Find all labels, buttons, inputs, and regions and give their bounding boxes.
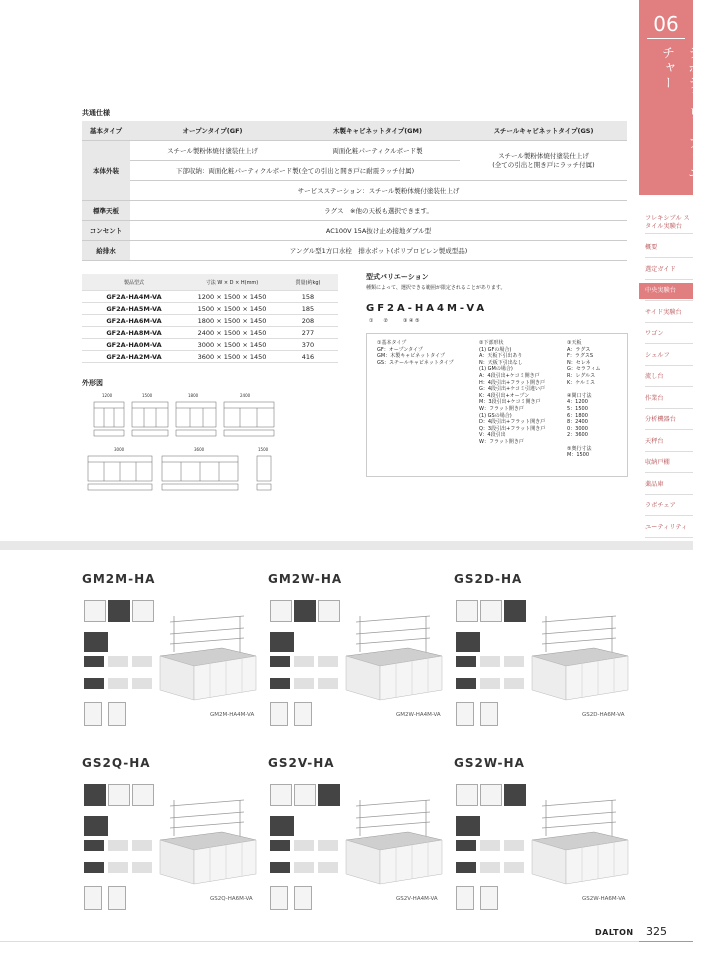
outline-dim-label: 3000 [114,447,125,452]
chapter-tab [639,0,700,195]
variation-line: W：フラット開き戸 [479,438,524,445]
nav-divider [645,343,693,344]
cabinet-icon [84,886,102,910]
variation-line: K：4段引出+オープン [479,392,530,399]
top-shape-icon[interactable] [270,632,294,652]
variation-line: R：レグルス [567,372,596,379]
product-caption: GM2M-HA4M-VA [210,712,255,718]
type-icon[interactable] [480,600,502,622]
spec-header-cell: オープンタイプ(GF) [130,121,295,141]
option-chip[interactable] [318,862,338,873]
option-chip[interactable] [270,678,290,689]
spec-row [82,201,627,221]
nav-divider [645,494,693,495]
spec-cell: アングル型1方口水栓 排水ポット(ポリプロピレン製成型品) [130,241,627,261]
top-shape-icon[interactable] [84,816,108,836]
product-caption: GS2V-HA4M-VA [396,896,438,902]
nav-item[interactable]: ユーティリティ [645,523,688,531]
variation-line: ③天板 [567,340,582,346]
option-chip[interactable] [270,840,290,851]
outline-dim-label: 1500 [142,393,153,398]
model-header-cell: 寸法 W × D × H(mm) [186,274,278,291]
cabinet-icon [456,886,474,910]
option-chip[interactable] [294,862,314,873]
nav-divider [645,257,693,258]
variation-col-top [567,340,600,459]
nav-divider [645,537,693,538]
variation-line: D：4段引出+フラット開き戸 [479,419,546,426]
outline-dim-label: 1200 [102,393,113,398]
outline-dim-label: 1800 [188,393,199,398]
spec-label: 本体外装 [82,141,130,201]
model-model: GF2A-HA8M-VA [82,327,186,339]
option-chip[interactable] [108,862,128,873]
product-title: GS2W-HA [454,756,525,770]
variation-line: 2：3600 [567,432,588,439]
spec-cell: スチール製粉体焼付塗装仕上げ (全ての引出と開き戸にラッチ付属) [460,141,627,181]
spec-title: 共通仕様 [82,109,110,117]
type-icon[interactable] [480,784,502,806]
spec-row [82,181,627,201]
variation-line: G：セラフィム [567,366,601,373]
option-chip[interactable] [294,840,314,851]
variation-line: ②下部形状 [479,340,504,346]
variation-line: GM：木製キャビネットタイプ [377,353,445,360]
variation-markers: ① ② ③ ④ ⑤ [369,318,420,324]
option-chip[interactable] [480,656,500,667]
option-chip[interactable] [504,678,524,689]
page-number: 325 [646,925,667,938]
model-weight: 277 [278,327,338,339]
nav-divider [645,515,693,516]
spec-header-row [82,121,627,141]
product-caption: GS2W-HA6M-VA [582,896,626,902]
nav-item[interactable]: 概要 [645,244,658,251]
nav-divider [645,472,693,473]
type-icon[interactable] [294,784,316,806]
variation-line: A：ラグス [567,346,591,353]
model-table [82,274,338,363]
model-model: GF2A-HA2M-VA [82,351,186,363]
bench-illustration [346,612,442,712]
bench-illustration [346,796,442,896]
variation-line: G：4段引出+ケコミ引違い戸 [479,386,546,393]
option-chip[interactable] [294,656,314,667]
cabinet-icon [108,702,126,726]
nav-item[interactable]: 天秤台 [645,437,664,445]
cabinet-icon [108,886,126,910]
option-chip[interactable] [456,656,476,667]
option-chip[interactable] [108,840,128,851]
variation-line [567,439,600,446]
model-model: GF2A-HA6M-VA [82,315,186,327]
option-chip[interactable] [108,656,128,667]
product-title: GM2M-HA [82,572,156,586]
model-row [82,327,338,339]
spec-cell: 下部収納：両面化粧パーティクルボード製(全ての引出と開き戸に耐震ラッチ付属) [130,161,460,181]
option-chip[interactable] [456,862,476,873]
cabinet-icon [84,702,102,726]
model-model: GF2A-HA4M-VA [82,291,186,303]
variation-line: (1) GFの場合) [479,346,512,353]
spec-label: コンセント [82,221,130,241]
option-chip[interactable] [84,656,104,667]
model-model: GF2A-HA5M-VA [82,303,186,315]
variation-line: N：天板下引出なし [479,359,523,366]
model-weight: 208 [278,315,338,327]
spec-cell: サービスステーション：スチール製粉体焼付塗装仕上げ [130,181,627,201]
variation-line: (1) GSの場合) [479,412,512,419]
variation-line: K：ケルミス [567,379,596,386]
variation-col-type [377,340,454,366]
option-chip[interactable] [270,862,290,873]
model-size: 3600 × 1500 × 1450 [186,351,278,363]
option-chip[interactable] [132,862,152,873]
product-caption: GS2D-HA6M-VA [582,712,625,718]
option-chip[interactable] [132,656,152,667]
outline-dim-label: 2400 [240,393,251,398]
model-model: GF2A-HA0M-VA [82,339,186,351]
option-chip[interactable] [84,840,104,851]
variation-line: (1) GMの場合) [479,366,513,373]
option-chip[interactable] [318,678,338,689]
model-row [82,315,338,327]
model-size: 1200 × 1500 × 1450 [186,291,278,303]
model-weight: 370 [278,339,338,351]
option-chip[interactable] [294,678,314,689]
option-chip[interactable] [456,678,476,689]
variation-line: H：4段引出+フラット開き戸 [479,379,546,386]
spec-label: 給排水 [82,241,130,261]
option-chip[interactable] [132,840,152,851]
spec-row [82,241,627,261]
cabinet-icon [270,886,288,910]
variation-line: M：1500 [567,452,590,459]
type-icon[interactable] [270,784,292,806]
chapter-divider [647,38,685,39]
nav-divider [645,365,693,366]
top-shape-icon[interactable] [84,632,108,652]
cabinet-icon [480,886,498,910]
model-size: 2400 × 1500 × 1450 [186,327,278,339]
model-size: 1500 × 1500 × 1450 [186,303,278,315]
spec-cell: スチール製粉体焼付塗装仕上げ [130,141,295,161]
brand-logo: DALTON [595,928,634,937]
spec-cell: ラグス ※他の天板も選択できます。 [130,201,627,221]
type-icon[interactable] [504,784,526,806]
bench-illustration [532,612,628,712]
option-chip[interactable] [504,656,524,667]
chapter-title: ラボラトリーファニチャー [659,46,700,181]
spec-label: 標準天板 [82,201,130,221]
variation-col-lower [479,340,545,446]
spec-row [82,141,627,161]
top-shape-icon[interactable] [270,816,294,836]
variation-line: W：フラット開き戸 [479,405,524,412]
nav-item[interactable]: 収納戸棚 [645,459,670,466]
option-chip[interactable] [456,840,476,851]
product-caption: GM2W-HA4M-VA [396,712,441,718]
model-header-row [82,274,338,291]
model-weight: 185 [278,303,338,315]
spec-header-cell: 木製キャビネットタイプ(GM) [295,121,460,141]
variation-line: A：4段引出+ケコミ開き戸 [479,372,540,379]
product-title: GS2D-HA [454,572,523,586]
variation-line: 8：2400 [567,419,588,426]
type-icon[interactable] [132,784,154,806]
cabinet-icon [270,702,288,726]
type-icon[interactable] [318,600,340,622]
cabinet-icon [480,702,498,726]
variation-line: 6：1800 [567,412,588,419]
model-size: 1800 × 1500 × 1450 [186,315,278,327]
type-icon[interactable] [504,600,526,622]
variation-line: F：ラグスS [567,353,594,360]
option-chip[interactable] [270,656,290,667]
option-chip[interactable] [480,862,500,873]
option-chip[interactable] [504,862,524,873]
nav-item[interactable]: 選定ガイド [645,265,676,273]
option-chip[interactable] [84,678,104,689]
variation-line: A：天板下引出あり [479,353,523,360]
option-chip[interactable] [84,862,104,873]
bench-illustration [160,796,256,896]
variation-line: 0：3000 [567,425,588,432]
variation-box [366,333,628,477]
cabinet-icon [456,702,474,726]
spec-row [82,221,627,241]
type-icon[interactable] [108,600,130,622]
model-weight: 416 [278,351,338,363]
spec-header-cell: 基本タイプ [82,121,130,141]
variation-line: ④間口寸法 [567,392,592,399]
spec-cell: AC100V 15A抜け止め接地ダブル型 [130,221,627,241]
spec-table [82,121,627,261]
variation-line: N：セレネ [567,359,591,366]
nav-item[interactable]: 薬品庫 [645,480,664,488]
outline-dim-label: 1500 [258,447,269,452]
variation-code: GF2A-HA4M-VA [366,303,488,314]
nav-divider [645,300,693,301]
type-icon[interactable] [270,600,292,622]
product-caption: GS2Q-HA6M-VA [210,896,253,902]
model-row [82,339,338,351]
variation-line: V：4段引出 [479,432,506,439]
option-chip[interactable] [480,678,500,689]
type-icon[interactable] [108,784,130,806]
nav-divider [645,386,693,387]
option-chip[interactable] [318,656,338,667]
variation-line: 4：1200 [567,399,588,406]
nav-item[interactable]: 中央実験台 [639,283,693,299]
section-band [0,541,693,550]
nav-item[interactable]: シェルフ [645,351,670,359]
cabinet-icon [294,702,312,726]
outline-dim-label: 3600 [194,447,205,452]
type-icon[interactable] [318,784,340,806]
variation-line: Q：3段引出+フラット開き戸 [479,425,546,432]
nav-item[interactable]: サイド実験台 [645,308,682,316]
nav-divider [645,451,693,452]
option-chip[interactable] [132,678,152,689]
product-title: GS2V-HA [268,756,335,770]
model-size: 3000 × 1500 × 1450 [186,339,278,351]
nav-item[interactable]: ラボチェア [645,502,676,509]
option-chip[interactable] [108,678,128,689]
option-chip[interactable] [318,840,338,851]
model-row [82,303,338,315]
nav-divider [645,279,693,280]
nav-divider [645,322,693,323]
nav-divider [645,233,693,234]
nav-divider [645,429,693,430]
product-title: GM2W-HA [268,572,343,586]
variation-line: ①基本タイプ [377,340,407,346]
nav-item[interactable]: 作業台 [645,394,664,402]
nav-item[interactable]: 流し台 [645,373,664,380]
chapter-number: 06 [653,12,679,36]
outline-title: 外形図 [82,379,103,387]
type-icon[interactable] [456,600,478,622]
nav-item[interactable]: 分析機器台 [645,416,676,423]
nav-item[interactable]: ワゴン [645,330,664,337]
top-shape-icon[interactable] [456,816,480,836]
nav-divider [645,408,693,409]
variation-line [567,386,600,393]
outline-drawings [82,388,282,500]
nav-item[interactable]: フレキシブル スタイル実験台 [645,215,690,230]
variation-line: GS：スチールキャビネットタイプ [377,359,454,366]
variation-note: 種類によって、選択できる範囲が限定されることがあります。 [366,285,506,291]
variation-line: 5：1500 [567,405,588,412]
type-icon[interactable] [84,784,106,806]
option-chip[interactable] [504,840,524,851]
type-icon[interactable] [132,600,154,622]
variation-line: GF：オープンタイプ [377,346,423,353]
model-row [82,351,338,363]
type-icon[interactable] [294,600,316,622]
product-title: GS2Q-HA [82,756,151,770]
footer-rule [0,941,693,942]
model-header-cell: 製品型式 [82,274,186,291]
model-weight: 158 [278,291,338,303]
bench-illustration [532,796,628,896]
type-icon[interactable] [456,784,478,806]
spec-header-cell: スチールキャビネットタイプ(GS) [460,121,627,141]
bench-illustration [160,612,256,712]
variation-line: M：3段引出+ケコミ開き戸 [479,399,541,406]
option-chip[interactable] [480,840,500,851]
variation-title: 型式バリエーション [366,273,429,281]
model-header-cell: 質量(約kg) [278,274,338,291]
cabinet-icon [294,886,312,910]
spec-cell: 両面化粧パーティクルボード製 [295,141,460,161]
top-shape-icon[interactable] [456,632,480,652]
footer-accent [639,941,693,942]
variation-line: ⑤奥行寸法 [567,445,592,452]
model-row [82,291,338,303]
type-icon[interactable] [84,600,106,622]
